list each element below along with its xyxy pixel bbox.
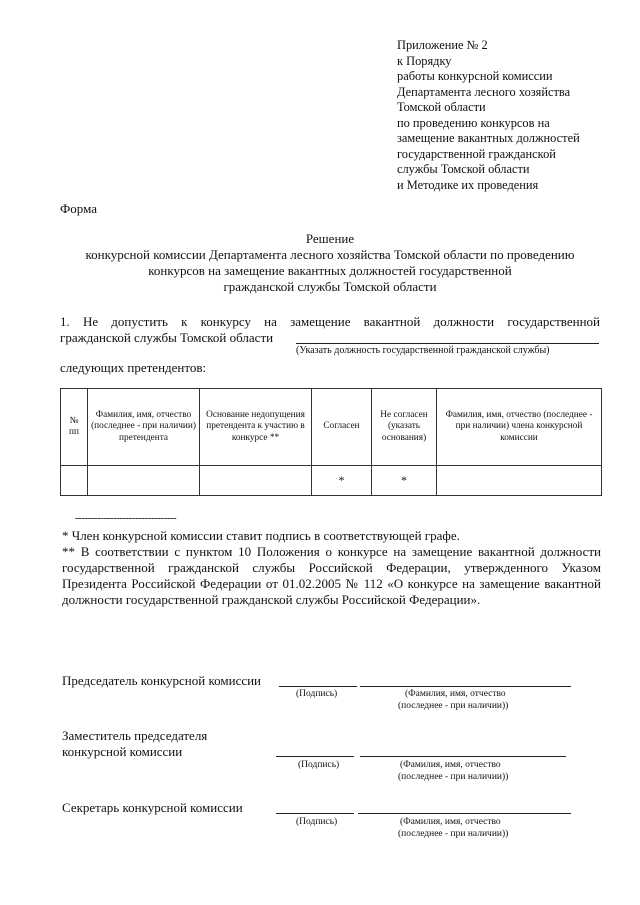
appendix-header: [397, 38, 580, 193]
footnote-separator: --------------------------------: [75, 512, 177, 524]
deputy-label-line-1: Заместитель председателя: [62, 728, 208, 743]
appendix-line: Департамента лесного хозяйства: [397, 84, 571, 99]
deputy-name-line[interactable]: [360, 756, 566, 757]
appendix-line: и Методике их проведения: [397, 177, 539, 192]
clause-1-line-3: следующих претендентов:: [60, 360, 207, 375]
appendix-line: Томской области: [397, 100, 486, 114]
table-header-row: [61, 389, 602, 466]
chairman-sign-caption: (Подпись): [296, 689, 338, 699]
appendix-line: работы конкурсной комиссии: [397, 69, 553, 83]
chairman-label: Председатель конкурсной комиссии: [62, 673, 262, 688]
deputy-name-caption-1: (Фамилия, имя, отчество: [400, 760, 501, 770]
title-line: конкурсов на замещение вакантных должностей государственной: [148, 263, 512, 278]
secretary-name-caption-2: (последнее - при наличии)): [398, 829, 509, 839]
cell-agree[interactable]: *: [312, 466, 372, 496]
deputy-signature-line[interactable]: [276, 756, 354, 757]
cell-candidate[interactable]: [88, 466, 200, 496]
cell-reason[interactable]: [200, 466, 312, 496]
cell-member[interactable]: [437, 466, 602, 496]
cell-number[interactable]: [61, 466, 88, 496]
chairman-signature-line[interactable]: [279, 686, 357, 687]
secretary-label: Секретарь конкурсной комиссии: [62, 800, 243, 815]
title-heading: Решение: [305, 231, 355, 246]
appendix-line: по проведению конкурсов на: [397, 115, 550, 130]
footnote-1: * Член конкурсной комиссии ставит подпись в соответствующей графе.: [62, 528, 460, 543]
header-cell-reason: Основание недопущения претендента к участию в конкурсе **: [200, 389, 312, 466]
secretary-signature-line[interactable]: [276, 813, 354, 814]
table-row: [61, 466, 602, 496]
document-title: [40, 231, 620, 295]
chairman-name-caption-1: (Фамилия, имя, отчество: [405, 689, 506, 699]
header-cell-candidate: Фамилия, имя, отчество (последнее - при наличии) претендента: [88, 389, 200, 466]
title-line: гражданской службы Томской области: [223, 279, 437, 294]
chairman-name-caption-2: (последнее - при наличии)): [398, 701, 509, 711]
header-cell-disagree: Не согласен (указать основания): [372, 389, 437, 466]
cell-disagree[interactable]: *: [372, 466, 437, 496]
position-caption: (Указать должность государственной гражданской службы): [296, 345, 550, 356]
appendix-line: замещение вакантных должностей: [397, 131, 580, 145]
deputy-label-line-2: конкурсной комиссии: [62, 744, 183, 759]
appendix-line: Приложение № 2: [397, 38, 488, 52]
deputy-name-caption-2: (последнее - при наличии)): [398, 772, 509, 782]
appendix-line: службы Томской области: [397, 162, 530, 176]
title-line: конкурсной комиссии Департамента лесного хозяйства Томской области по проведению: [85, 247, 575, 262]
clause-1-line-2: гражданской службы Томской области: [60, 330, 274, 345]
deputy-sign-caption: (Подпись): [298, 760, 340, 770]
secretary-name-line[interactable]: [358, 813, 571, 814]
candidates-table: [60, 388, 602, 496]
position-fill-line[interactable]: [296, 343, 599, 344]
appendix-line: к Порядку: [397, 53, 452, 68]
secretary-sign-caption: (Подпись): [296, 817, 338, 827]
appendix-line: государственной гражданской: [397, 146, 556, 161]
header-cell-number: № пп: [61, 389, 88, 466]
chairman-name-line[interactable]: [360, 686, 571, 687]
footnote-2: ** В соответствии с пунктом 10 Положения о конкурсе на замещение вакантной должности государственной гражданской службы Российской Федерации, утвержденного Указом Президента Российской Федерации от 01.02.2005 № 112 «О конкурсе на замещение вакантной должности государственной гражданской службы Российской Федерации».: [62, 544, 601, 607]
secretary-name-caption-1: (Фамилия, имя, отчество: [400, 817, 501, 827]
clause-1-line-1: 1. Не допустить к конкурсу на замещение вакантной должности государственной: [60, 314, 600, 329]
header-cell-member: Фамилия, имя, отчество (последнее - при наличии) члена конкурсной комиссии: [437, 389, 602, 466]
header-cell-agree: Согласен: [312, 389, 372, 466]
form-label: Форма: [60, 201, 97, 216]
